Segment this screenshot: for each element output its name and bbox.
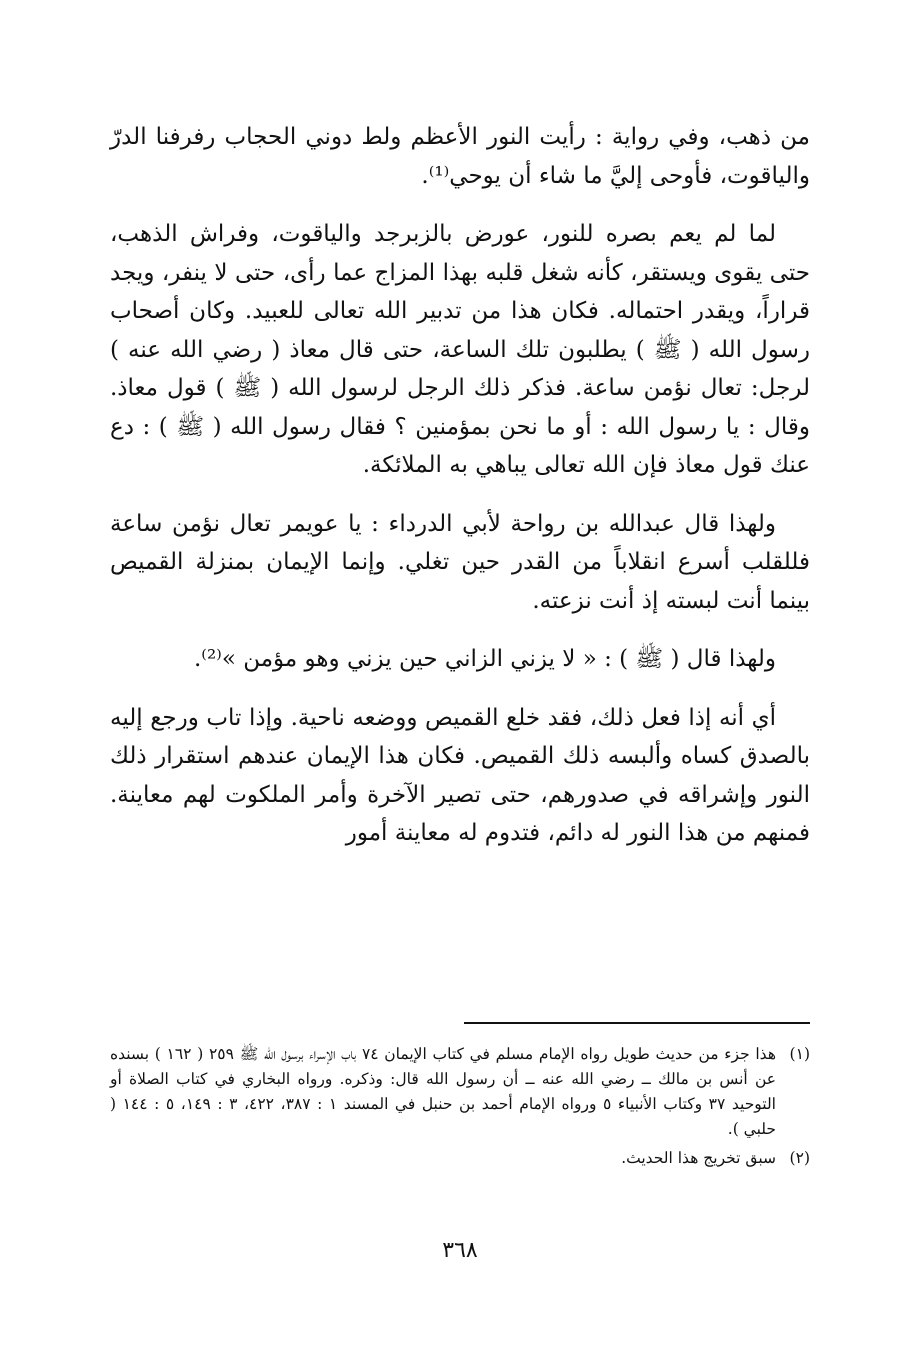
footnote-text: سبق تخريج هذا الحديث.	[621, 1149, 776, 1167]
footnote-number: (١)	[789, 1045, 810, 1063]
paragraph-4: ولهذا قال ( ﷺ ) : « لا يزني الزاني حين يزني وهو مؤمن »⁽²⁾.	[193, 646, 776, 672]
footnote-text: هذا جزء من حديث طويل رواه الإمام مسلم في كتاب الإيمان ٧٤ باب الإسراء برسول الله ﷺ ٢٥٩ ( ١٦٢ ) بسنده عن أنس بن مالك ــ رضي الله عنه ــ أن رسول الله قال: وذكره. ورواه البخاري في كتاب الصلاة أو التوحيد ٣٧ وكتاب الأنبياء ٥ ورواه الإمام أحمد بن حنبل في المسند ١ : ٣٨٧، ٤٢٢، ٣ : ١٤٩، ٥ : ١٤٤ ( حلبي ).	[110, 1045, 776, 1138]
footnote-number: (٢)	[789, 1149, 810, 1167]
footnotes	[110, 1022, 810, 1175]
footnote-2	[110, 1146, 810, 1171]
paragraph-5: أي أنه إذا فعل ذلك، فقد خلع القميص ووضعه ناحية. وإذا تاب ورجع إليه بالصدق كساه وألبسه ذلك القميص. فكان هذا الإيمان عندهم استقرار ذلك النور وإشراقه في صدورهم، حتى تصير الآخرة وأمر الملكوت لهم معاينة. فمنهم من هذا النور له دائم، فتدوم له معاينة أمور	[110, 704, 810, 846]
footnote-1	[110, 1042, 810, 1142]
page-number: ٣٦٨	[442, 1238, 478, 1263]
paragraph-1: من ذهب، وفي رواية : رأيت النور الأعظم ولط دوني الحجاب رفرفنا الدرّ والياقوت، فأوحى إليَّ ما شاء أن يوحي⁽¹⁾.	[110, 124, 810, 189]
main-text	[110, 118, 810, 853]
paragraph-3: ولهذا قال عبدالله بن رواحة لأبي الدرداء : يا عويمر تعال نؤمن ساعة فللقلب أسرع انقلاباً من القدر حين تغلي. وإنما الإيمان بمنزلة القميص بينما أنت لبسته إذ أنت نزعته.	[110, 510, 810, 614]
footnote-divider	[464, 1022, 810, 1024]
paragraph-2: لما لم يعم بصره للنور، عورض بالزبرجد والياقوت، وفراش الذهب، حتى يقوى ويستقر، كأنه شغل قلبه بهذا المزاج عما رأى، حتى لا ينفر، ويجد قراراً، ويقدر احتماله. فكان هذا من تدبير الله تعالى للعبيد. وكان أصحاب رسول الله ( ﷺ ) يطلبون تلك الساعة، حتى قال معاذ ( رضي الله عنه ) لرجل: تعال نؤمن ساعة. فذكر ذلك الرجل لرسول الله ( ﷺ ) قول معاذ. وقال : يا رسول الله : أو ما نحن بمؤمنين ؟ فقال رسول الله ( ﷺ ) : دع عنك قول معاذ فإن الله تعالى يباهي به الملائكة.	[110, 221, 810, 478]
